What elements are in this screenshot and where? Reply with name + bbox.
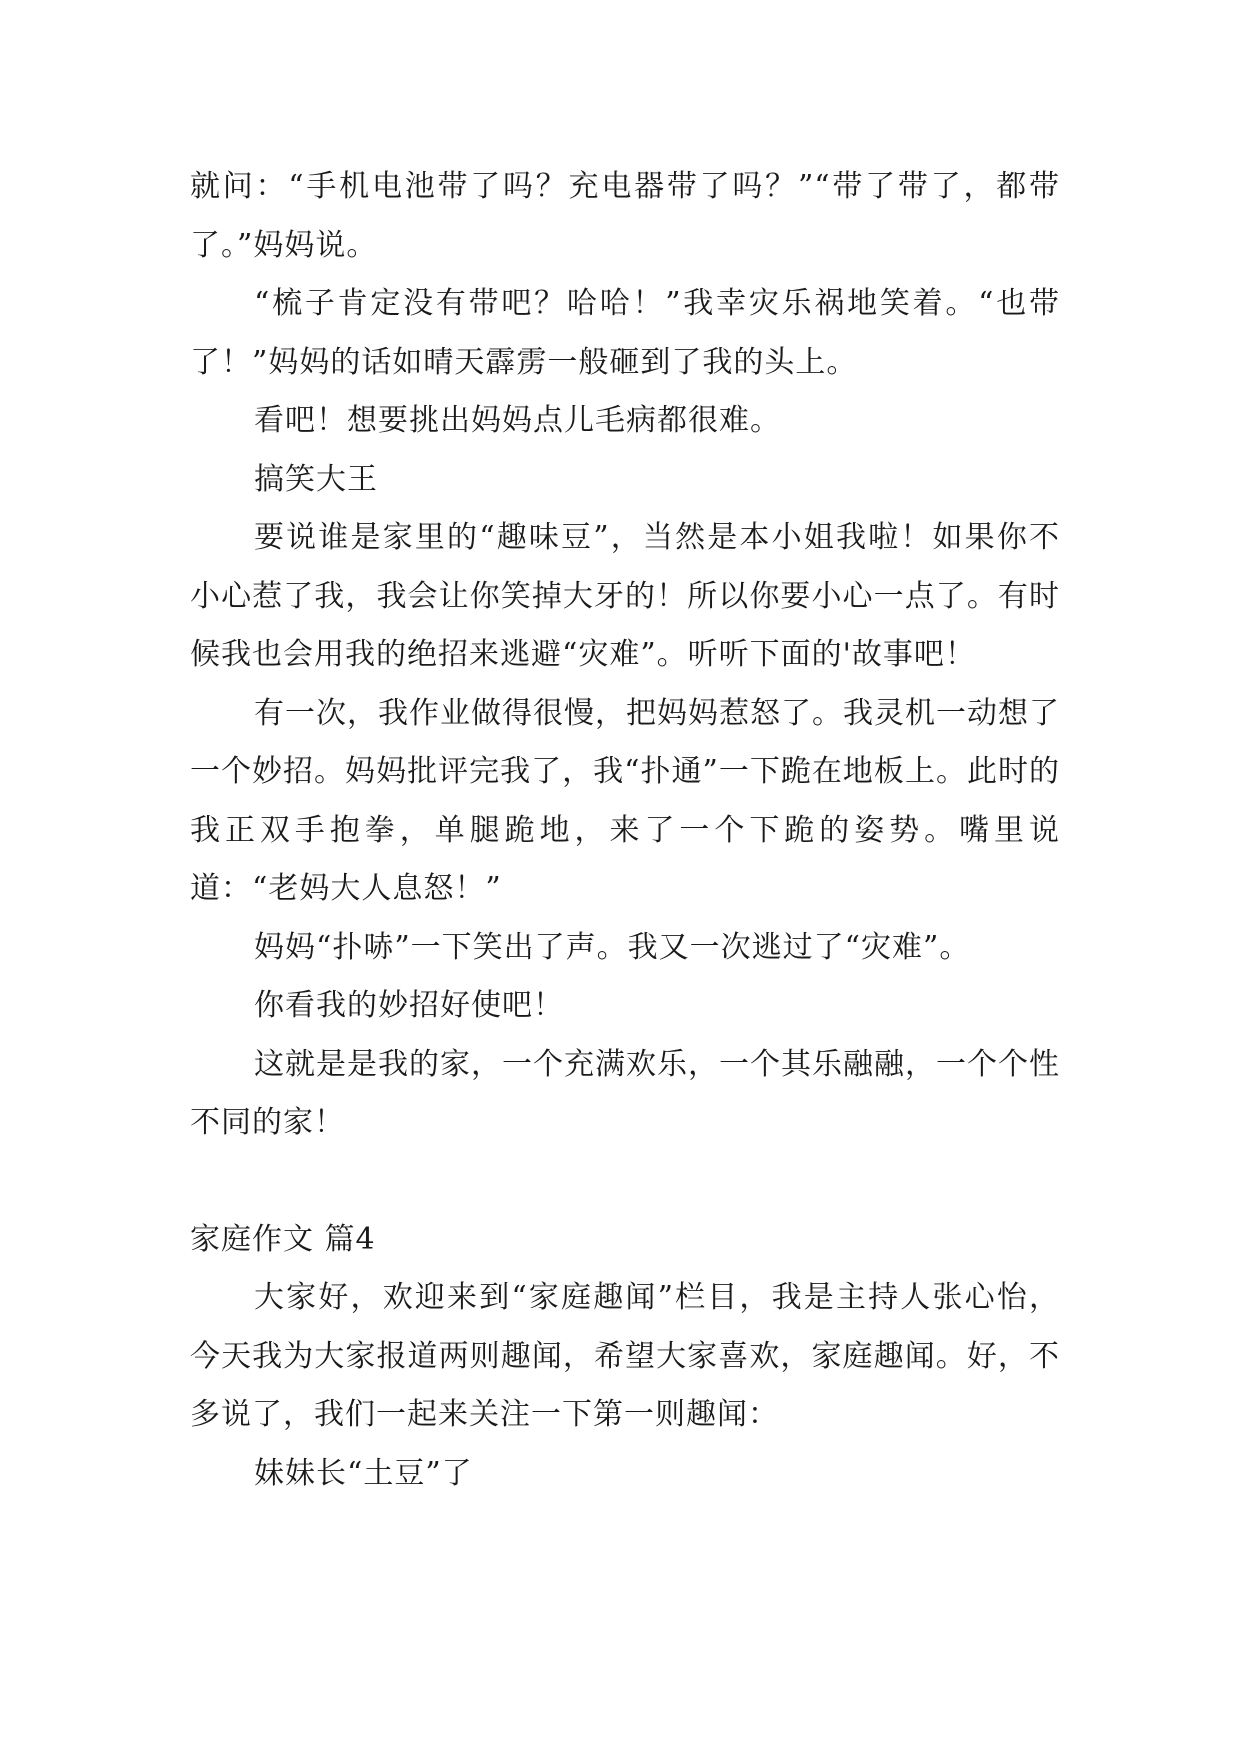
paragraph: 要说谁是家里的“趣味豆”，当然是本小姐我啦！如果你不小心惹了我，我会让你笑掉大牙的！所以你要小心一点了。有时候我也会用我的绝招来逃避“灾难”。听听下面的'故事吧！ [190, 520, 1060, 672]
paragraph: “梳子肯定没有带吧？哈哈！”我幸灾乐祸地笑着。“也带了！”妈妈的话如晴天霹雳一般砸到了我的头上。 [190, 286, 1060, 380]
subsection-title: 搞笑大王 [254, 461, 378, 497]
paragraph: 有一次，我作业做得很慢，把妈妈惹怒了。我灵机一动想了一个妙招。妈妈批评完我了，我“扑通”一下跪在地板上。此时的我正双手抱拳，单腿跪地，来了一个下跪的姿势。嘴里说道：“老妈大人息怒！” [190, 695, 1060, 906]
subsection-title: 妹妹长“土豆”了 [254, 1455, 473, 1491]
paragraph: 妈妈“扑哧”一下笑出了声。我又一次逃过了“灾难”。 [254, 929, 971, 965]
paragraph: 大家好，欢迎来到“家庭趣闻”栏目，我是主持人张心怡，今天我为大家报道两则趣闻，希望大家喜欢，家庭趣闻。好，不多说了，我们一起来关注一下第一则趣闻： [190, 1280, 1060, 1432]
document-page [190, 158, 1060, 1503]
section-gap [190, 1153, 1060, 1211]
paragraph: 看吧！想要挑出妈妈点儿毛病都很难。 [254, 403, 781, 438]
paragraph: 这就是是我的家，一个充满欢乐，一个其乐融融，一个个性不同的家！ [190, 1046, 1060, 1140]
paragraph: 你看我的妙招好使吧！ [254, 988, 564, 1023]
section-heading: 家庭作文 篇4 [190, 1221, 376, 1257]
paragraph: 就问：“手机电池带了吗？充电器带了吗？”“带了带了，都带了。”妈妈说。 [190, 169, 1060, 263]
